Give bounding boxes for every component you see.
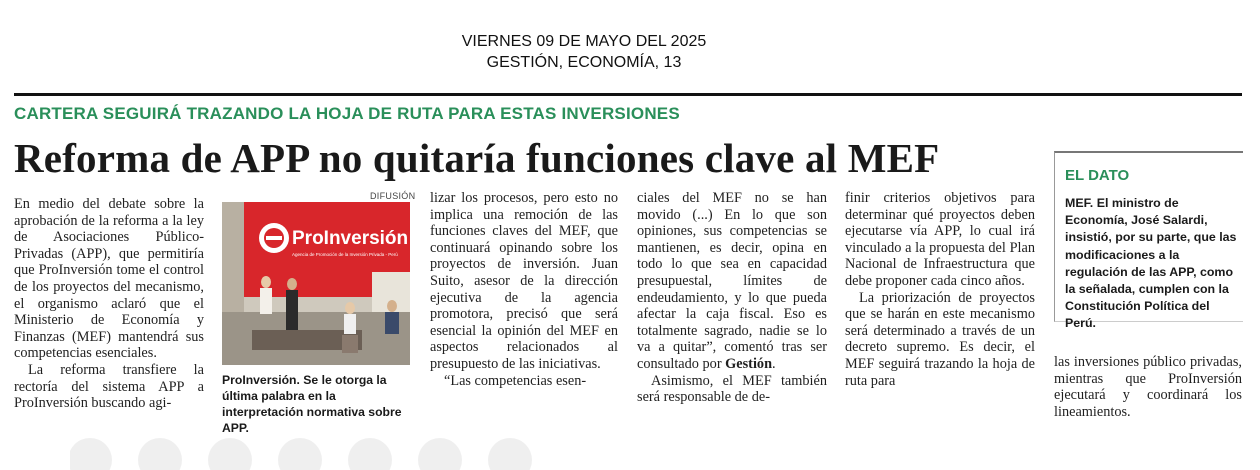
kicker: CARTERA SEGUIRÁ TRAZANDO LA HOJA DE RUTA PARA ESTAS INVERSIONES [14,104,680,123]
section-line: GESTIÓN, ECONOMÍA, 13 [486,54,682,71]
paragraph: La priorización de proyectos que se harán en este mecanismo será determinado a través de un decreto supremo. Es decir, el MEF seguirá trazando la hoja de ruta para [845,289,1035,389]
paragraph: las inversiones público privadas, mientras que ProInversión ejecutará y coordinará los lineamientos. [1054,354,1242,420]
paragraph: lizar los procesos, pero esto no implica una remoción de las funciones claves del MEF, que continuará opinando sobre los proyectos de inversión. Juan Suito, asesor de la dirección ejecutiva de la agencia promotora, precisó que será esencial la opinión del MEF en aspectos relacionados al presupuesto de las iniciativas. [430,190,618,372]
paragraph [637,190,827,373]
headline: Reforma de APP no quitaría funciones clave al MEF [14,135,940,181]
paragraph-text: ciales del MEF no se han movido (...) En lo que son opiniones, sus competencias se mantienen, es decir, opina en todo lo que sea en capacidad presupuestal, límites de endeudamiento, y lo que pueda afectar la caja fiscal. Eso es totalmente sagrado, nadie se lo va a quitar”, comentó tras ser consultado por [637,190,827,372]
paragraph: En medio del debate sobre la aprobación de la reforma a la ley de Asociaciones Público-Privadas (APP), que permitiría que ProInversión tome el control de los proyectos del mecanismo, el organismo aclaró que el Ministerio de Economía y Finanzas (MEF) mantendrá sus competencias esenciales. [14,196,204,362]
paragraph: finir criterios objetivos para determinar qué proyectos deben ejecutarse vía APP, lo cual irá vinculado a la propuesta del Plan Nacional de Infraestructura que debe proponer cada cinco años. [845,190,1035,289]
watermark-circles [70,430,590,470]
paragraph-end: . [772,355,776,372]
banner-logo-text: ProInversión [292,228,409,249]
paragraph: Asimismo, el MEF también será responsable de de- [637,372,827,406]
top-rule [14,93,1242,96]
article-column-4 [845,190,1035,389]
photo-credit: DIFUSIÓN [370,191,416,201]
sidebar-lead: MEF. [1065,196,1094,210]
sidebar-title: EL DATO [1065,167,1130,184]
event-photo [222,202,410,365]
paragraph: “Las competencias esen- [444,372,587,389]
event-photo-illustration [222,202,410,365]
sidebar-body [1065,195,1241,333]
caption-lead: ProInversión. [222,373,300,387]
photo-caption [222,372,412,436]
date-line: VIERNES 09 DE MAYO DEL 2025 [461,33,707,50]
paragraph: La reforma transfiere la rectoría del sistema APP a ProInversión buscando agi- [14,361,204,412]
article-column-5 [1054,354,1242,420]
banner-subtext: Agencia de Promoción de la Inversión Privada - Perú [292,252,398,257]
el-dato-box [1054,151,1243,331]
caption-text: Se le otorga la última palabra en la interpretación normativa sobre APP. [222,373,402,435]
sidebar-text: El ministro de Economía, José Salardi, insistió, por su parte, que las modificaciones a la regulación de las APP, como la señalada, cumplen con la Constitución Política del Perú. [1065,196,1237,331]
article-column-2 [430,190,618,389]
article-column-1 [14,196,204,412]
publication-name: Gestión [725,355,773,372]
article-column-3 [637,190,827,406]
